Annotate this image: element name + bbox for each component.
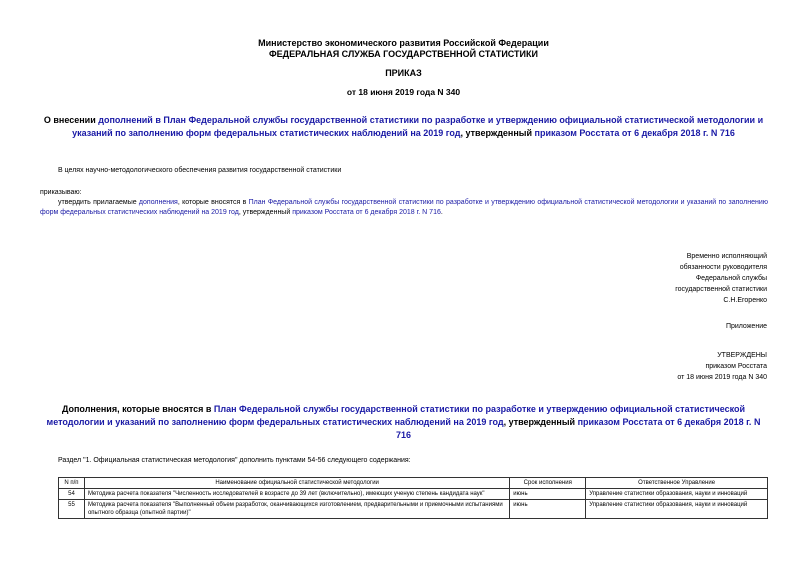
approved-by-order: приказом Росстата: [705, 363, 767, 370]
title-link-plan[interactable]: дополнений в План Федеральной службы государственной статистики по разработке и утверждению официальной статистической методологии и указаний по заполнению форм федеральных статистических наблюдений на 2019 год: [72, 115, 764, 138]
title-link-order[interactable]: приказом Росстата от 6 декабря 2018 г. N 716: [534, 128, 735, 138]
approve-mid2: , утвержденный: [238, 209, 293, 216]
header-num: N п/п: [59, 478, 85, 489]
order-date: от 18 июня 2019 года N 340: [346, 87, 461, 97]
approve-end: .: [440, 209, 443, 216]
header-dept: Ответственное Управление: [586, 478, 768, 489]
appendix-title: [40, 403, 767, 442]
appendix-label: Приложение: [725, 323, 767, 330]
plan-table: [58, 477, 768, 519]
approve-link-plan[interactable]: План Федеральной службы государственной статистики по разработке и утверждению официальной статистической методологии и указаний по заполнению форм федеральных статистических наблюдений на 2019 год: [40, 199, 769, 216]
order-title: [40, 114, 767, 140]
appendix-title-link-order[interactable]: приказом Росстата от 6 декабря 2018 г. N 716: [395, 417, 761, 440]
header-term: Срок исполнения: [510, 478, 586, 489]
row-name: Методика расчета показателя "Численность исследователей в возрасте до 39 лет (включительно), имеющих ученую степень кандидата наук": [84, 489, 509, 500]
approve-prefix: утвердить прилагаемые: [58, 199, 139, 206]
approval-block: [677, 350, 767, 383]
row-dept: Управление статистики образования, науки и инноваций: [586, 500, 768, 519]
header-name: Наименование официальной статистической методологии: [84, 478, 509, 489]
signature-block: [675, 251, 767, 306]
service-name: ФЕДЕРАЛЬНАЯ СЛУЖБА ГОСУДАРСТВЕННОЙ СТАТИСТИКИ: [269, 49, 538, 59]
section-paragraph: Раздел "1. Официальная статистическая методология" дополнить пунктами 54-56 следующего содержания:: [58, 457, 411, 464]
row-name: Методика расчета показателя "Выполненный объем разработок, оканчивающихся изготовлением, предварительными и приемочными испытаниями опытного образца (опытной партии)": [84, 500, 509, 519]
approved-word: УТВЕРЖДЕНЫ: [717, 352, 767, 359]
appendix-title-link-plan[interactable]: План Федеральной службы государственной статистики по разработке и утверждению официальной статистической методологии и указаний по заполнению форм федеральных статистических наблюдений на 2019 год: [46, 404, 746, 427]
table-row: [59, 489, 768, 500]
row-num: 55: [59, 500, 85, 519]
doc-type: ПРИКАЗ: [385, 68, 422, 78]
signature-name: С.Н.Егоренко: [723, 297, 767, 304]
signature-line2: обязанности руководителя: [679, 264, 767, 271]
signature-line1: Временно исполняющий: [686, 253, 767, 260]
approve-link-order[interactable]: приказом Росстата от 6 декабря 2018 г. N 716: [292, 209, 441, 216]
row-num: 54: [59, 489, 85, 500]
row-term: июнь: [510, 500, 586, 519]
ministry-name: Министерство экономического развития Российской Федерации: [258, 38, 549, 48]
intro-paragraph: В целях научно-методологического обеспечения развития государственной статистики: [58, 167, 342, 174]
row-term: июнь: [510, 489, 586, 500]
approve-link-additions[interactable]: дополнения: [138, 199, 178, 206]
order-word: приказываю:: [40, 189, 82, 196]
approved-order-date: от 18 июня 2019 года N 340: [677, 374, 767, 381]
signature-line3: Федеральной службы: [695, 275, 767, 282]
title-middle: , утвержденный: [460, 128, 535, 138]
approve-paragraph: [40, 198, 768, 218]
appendix-title-middle: , утвержденный: [503, 417, 578, 427]
appendix-title-prefix: Дополнения, которые вносятся в: [61, 404, 214, 414]
signature-line4: государственной статистики: [675, 286, 767, 293]
row-dept: Управление статистики образования, науки и инноваций: [586, 489, 768, 500]
approve-mid1: , которые вносятся в: [177, 199, 249, 206]
table-row: [59, 500, 768, 519]
title-prefix: О внесении: [43, 115, 99, 125]
table-header-row: [59, 478, 768, 489]
